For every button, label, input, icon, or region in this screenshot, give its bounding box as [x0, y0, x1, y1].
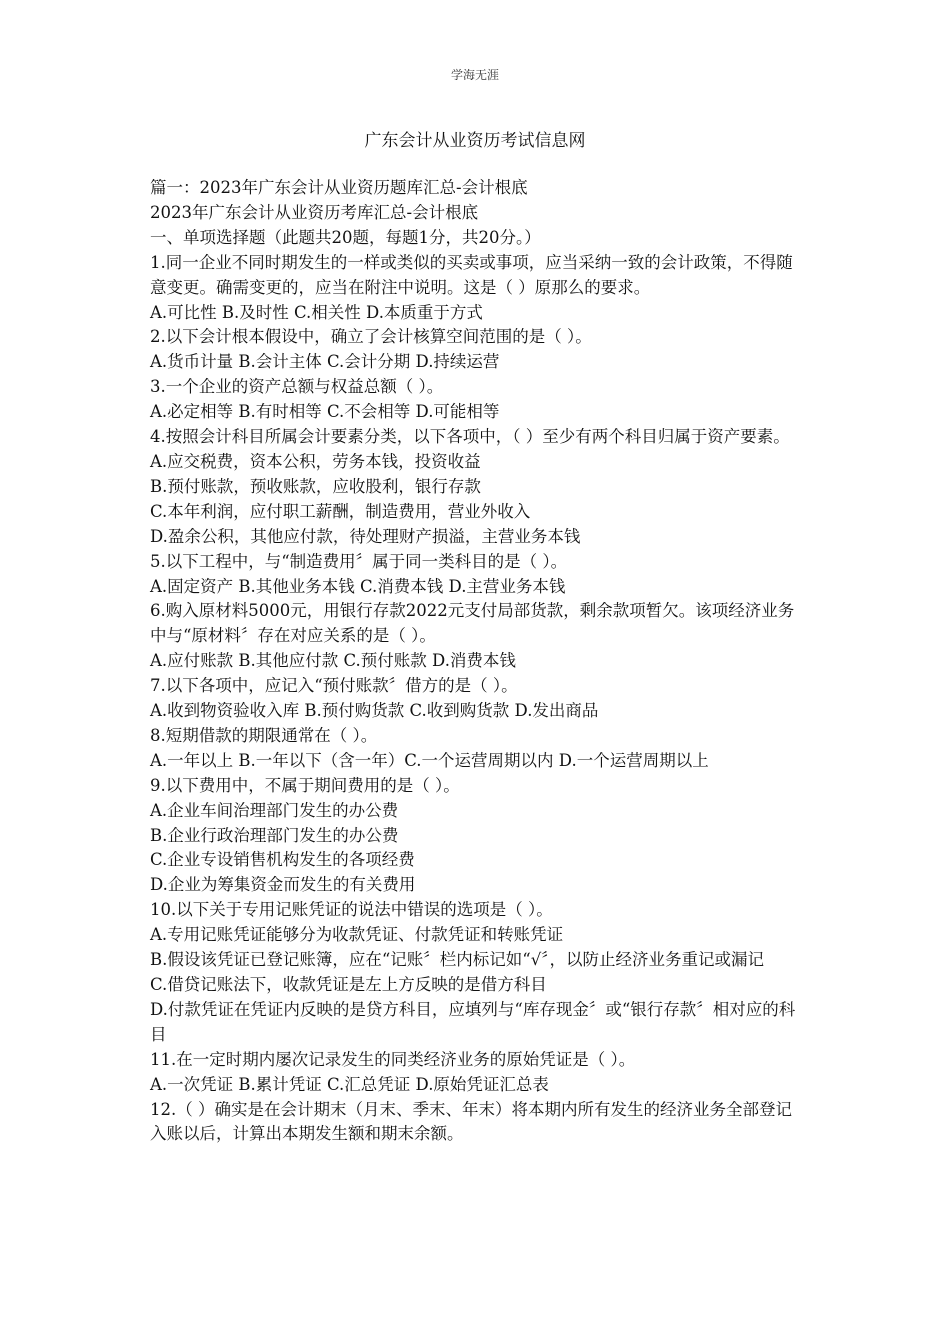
option-10a: A.专用记账凭证能够分为收款凭证、付款凭证和转账凭证	[150, 925, 564, 945]
question-3: 3.一个企业的资产总额与权益总额（ ）。	[150, 377, 444, 397]
option-4c: C.本年利润，应付职工薪酬，制造费用，营业外收入	[150, 501, 531, 521]
page-header: 学海无涯	[450, 68, 499, 82]
option-10b: B.假设该凭证已登记账簿，应在“记账〞栏内标记如“√〞，以防止经济业务重记或漏记	[150, 950, 765, 970]
option-9a: A.企业车间治理部门发生的办公费	[150, 800, 399, 820]
options-3: A.必定相等 B.有时相等 C.不会相等 D.可能相等	[150, 402, 500, 422]
document-title: 广东会计从业资历考试信息网	[364, 131, 586, 151]
question-8: 8.短期借款的期限通常在（ ）。	[150, 725, 378, 745]
document-body	[150, 176, 800, 1147]
options-6: A.应付账款 B.其他应付款 C.预付账款 D.消费本钱	[150, 651, 516, 671]
option-4d: D.盈余公积，其他应付款，待处理财产损溢，主营业务本钱	[150, 526, 581, 546]
question-7: 7.以下各项中，应记入“预付账款〞借方的是（ ）。	[150, 676, 518, 696]
options-1: A.可比性 B.及时性 C.相关性 D.本质重于方式	[150, 302, 483, 322]
question-1: 1.同一企业不同时期发生的一样或类似的买卖或事项，应当采纳一致的会计政策，不得随意变更。确需变更的，应当在附注中说明。这是（ ）原那么的要求。	[150, 252, 793, 297]
question-4: 4.按照会计科目所属会计要素分类，以下各项中，（ ）至少有两个科目归属于资产要素。	[150, 427, 790, 447]
options-2: A.货币计量 B.会计主体 C.会计分期 D.持续运营	[150, 352, 500, 372]
question-2: 2.以下会计根本假设中，确立了会计核算空间范围的是（ ）。	[150, 327, 592, 347]
option-10d: D.付款凭证在凭证内反映的是贷方科目，应填列与“库存现金〞或“银行存款〞相对应的科目	[150, 999, 796, 1044]
options-5: A.固定资产 B.其他业务本钱 C.消费本钱 D.主营业务本钱	[150, 576, 566, 596]
question-12: 12.（ ）确实是在会计期末（月末、季末、年末）将本期内所有发生的经济业务全部登记入账以后，计算出本期发生额和期末余额。	[150, 1099, 792, 1144]
question-9: 9.以下费用中，不属于期间费用的是（ ）。	[150, 775, 460, 795]
options-7: A.收到物资验收入库 B.预付购货款 C.收到购货款 D.发出商品	[150, 701, 599, 721]
options-11: A.一次凭证 B.累计凭证 C.汇总凭证 D.原始凭证汇总表	[150, 1074, 549, 1094]
question-6: 6.购入原材料5000元，用银行存款2022元支付局部货款，剩余款项暂欠。该项经济业务中与“原材料〞存在对应关系的是（ ）。	[150, 601, 795, 646]
option-9b: B.企业行政治理部门发生的办公费	[150, 825, 399, 845]
option-9c: C.企业专设销售机构发生的各项经费	[150, 850, 415, 870]
question-11: 11.在一定时期内屡次记录发生的同类经济业务的原始凭证是（ ）。	[150, 1049, 636, 1069]
section-heading: 篇一：2023年广东会计从业资历题库汇总-会计根底	[150, 178, 528, 197]
option-4a: A.应交税费，资本公积，劳务本钱，投资收益	[150, 451, 481, 471]
part-heading: 一、单项选择题（此题共20题，每题1分，共20分。）	[150, 227, 541, 247]
options-8: A.一年以上 B.一年以下（含一年）C.一个运营周期以内 D.一个运营周期以上	[150, 750, 709, 770]
question-5: 5.以下工程中，与“制造费用〞属于同一类科目的是（ ）。	[150, 551, 568, 571]
question-10: 10.以下关于专用记账凭证的说法中错误的选项是（ ）。	[150, 900, 553, 920]
option-9d: D.企业为筹集资金而发生的有关费用	[150, 875, 416, 895]
subtitle: 2023年广东会计从业资历考库汇总-会计根底	[150, 202, 479, 222]
option-4b: B.预付账款，预收账款，应收股利，银行存款	[150, 476, 481, 496]
option-10c: C.借贷记账法下，收款凭证是左上方反映的是借方科目	[150, 975, 547, 994]
